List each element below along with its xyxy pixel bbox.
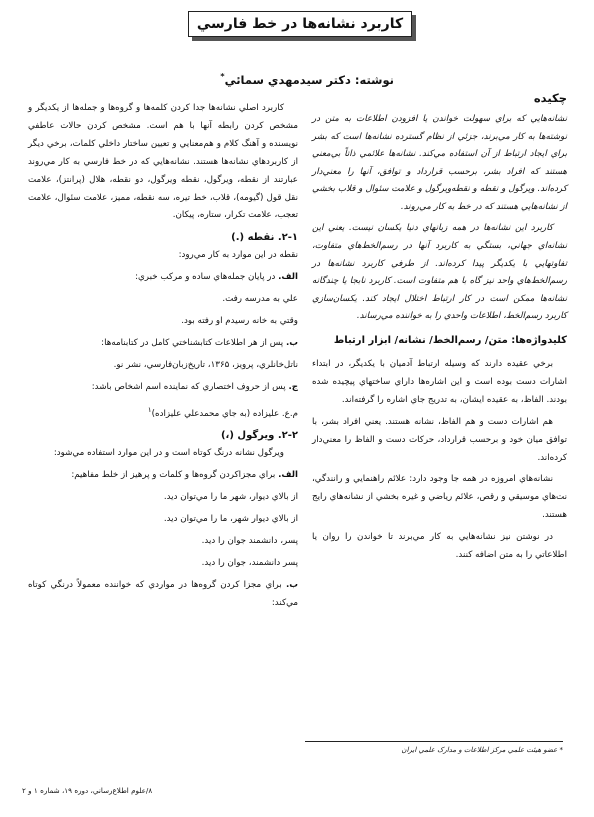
example-line: از بالاي ديوار، شهر ما را مي‌توان ديد.	[163, 492, 298, 503]
item-label: ب.	[285, 579, 298, 590]
right-column	[312, 88, 567, 569]
list-item	[28, 335, 298, 353]
author-footnote-mark: *	[220, 72, 225, 81]
item-label: الف.	[278, 470, 298, 481]
body-paragraph: برخي عقيده دارند که وسيله ارتباط آدميان با يکديگر، در ابتداء اشارات دست بوده است و اين اشاره‌ها داراي ساختهاي پيچيده شده بودند. الفاظ، به عقيده ايشان، به تدريج جاي اشاره را گرفته‌اند.	[312, 359, 567, 405]
example-line: پسر دانشمند، جوان را ديد.	[201, 557, 298, 568]
list-item	[28, 467, 298, 485]
abstract-paragraph-2: کاربرد اين نشانه‌ها در همه زبانهاي دنيا يکسان نيست. يعني اين نشانه‌اي جهاني، بستگي به کاربرد آنها در رسم‌الخط‌هاي متفاوت، تفاوتهايي با يکديگر پيدا کرده‌اند. از طرفي کاربرد نشانه‌ها در رسم‌الخط‌هاي واحد نيز گاه با هم متفاوت است. کاربرد نابجا يا چندگانه نشانه‌ها ممکن است در کار ارتباط اختلال ايجاد کند. يکسان‌سازي کاربرد رسم‌الخط، اطلاعات واحدي را به خواننده مي‌رساند.	[312, 223, 567, 322]
article-title: کاربرد نشانه‌ها در خط فارسي	[196, 16, 404, 32]
item-text: در پايان جمله‌هاي ساده و مرکب خبري:	[135, 272, 276, 283]
abstract-heading: چکيده	[533, 91, 567, 105]
item-label: ب.	[285, 337, 298, 348]
example-line: پسر، دانشمند جوان را ديد.	[201, 535, 298, 546]
item-text: براي مجزاکردن گروه‌ها و کلمات و پرهيز از خلط مفاهيم:	[71, 470, 276, 481]
body-paragraph: نشانه‌هاي امروزه در همه جا وجود دارد: علائم راهنمايي و رانندگي، نت‌هاي موسيقي و رقص، علائم رياضي و غيره بخشي از نشانه‌هاي رايج هستند.	[312, 474, 567, 521]
example-text: م.ع. عليزاده (به جاي محمدعلي عليزاده)	[151, 408, 298, 419]
author-line	[220, 72, 394, 87]
footnote-divider	[305, 741, 563, 742]
section-heading-comma: ۲-۲. ويرگول (،)	[220, 430, 298, 442]
article-title-box	[188, 11, 412, 37]
author-name: نوشته: دکتر سيدمهدي سمائي	[224, 72, 394, 87]
running-footer: ۸/علوم اطلاع‌رساني، دوره ۱۹، شماره ۱ و ۲	[22, 786, 153, 795]
body-paragraph: در نوشتن نيز نشانه‌هايي به کار مي‌برند تا خواندن را روان يا اطلاعاتي را به متن اضافه کنند.	[312, 532, 567, 561]
item-text: پس از هر اطلاعات کتابشناختي کامل در کتابنامه‌ها:	[101, 337, 284, 348]
item-label: الف.	[278, 272, 298, 283]
footnote: * عضو هيئت علمي مرکز اطلاعات و مدارک علمي ايران	[401, 746, 563, 754]
example-line: وقتي به خانه رسيدم او رفته بود.	[181, 315, 298, 326]
item-text: براي مجزا کردن گروه‌ها در مواردي که خواننده معمولاً درنگي کوتاه مي‌کند:	[28, 579, 298, 608]
footnote-ref: ۱	[147, 404, 152, 414]
section-lead: ويرگول نشانه درنگ کوتاه است و در اين موارد استفاده مي‌شود:	[53, 448, 284, 459]
list-item	[28, 379, 298, 397]
example-line: ناتل‌خانلري، پرويز، ۱۳۶۵، تاريخ‌زبان‌فارسي، نشر نو.	[113, 359, 298, 370]
intro-paragraph: کاربرد اصلي نشانه‌ها جدا کردن کلمه‌ها و گروه‌ها و جمله‌ها از يکديگر و مشخص کردن رابطه آنها با هم است. مشخص کردن حالات عاطفي نويسنده و آهنگ کلام و هم‌معنايي و تعيين ساختار داخلي کلمات، برخي ديگر از کاربردهاي نشانه‌ها هستند. نشانه‌هايي که در خط فارسي به کار مي‌روند عبارتند از نقطه، ويرگول، نقطه ويرگول، دو نقطه، هلال (پرانتز)، علامت نقل قول (گيومه)، قلاب، خط تيره، سه نقطه، مميز، علامت سئوال، علامت تعجب، علامت تکرار، ستاره، پيکان.	[28, 103, 298, 221]
example-line: علي به مدرسه رفت.	[222, 294, 298, 305]
section-lead: نقطه در اين موارد به کار مي‌رود:	[178, 250, 298, 261]
list-item	[28, 577, 298, 613]
item-label: ج.	[288, 381, 298, 392]
list-item	[28, 269, 298, 287]
abstract-paragraph-1: نشانه‌هايي که براي سهولت خواندن يا افزودن اطلاعات به متن در نوشته‌ها به کار مي‌برند، جزئي از نظام گسترده نشانه‌ها است که بشر براي ايجاد ارتباط از آن استفاده مي‌کند. نشانه‌ها علائمي ذاتاً بي‌معني هستند که افراد بشر، برحسب قرارداد و توافق، آنها را معني‌دار کرده‌اند. ويرگول و نقطه و نقطه‌ويرگول و علامت سئوال و قلاب بخشي از نشانه‌هايي هستند که در خط به کار مي‌روند.	[312, 113, 567, 212]
body-paragraph: هم اشارات دست و هم الفاظ، نشانه هستند. يعني افراد بشر، با توافق ميان خود و برحسب قرارداد، حرکات دست و الفاظ را معني‌دار کرده‌اند.	[312, 416, 567, 463]
left-column	[28, 100, 298, 617]
item-text: پس از حروف اختصاري که نماينده اسم اشخاص باشد:	[91, 381, 286, 392]
keywords: کليدواژه‌ها: متن/ رسم‌الخط/ نشانه/ ابزار ارتباط	[333, 335, 567, 347]
example-line: از بالاي ديوار شهر، ما را مي‌توان ديد.	[163, 514, 298, 525]
section-heading-period: ۲-۱. نقطه (.)	[231, 232, 298, 244]
example-line	[28, 401, 298, 424]
